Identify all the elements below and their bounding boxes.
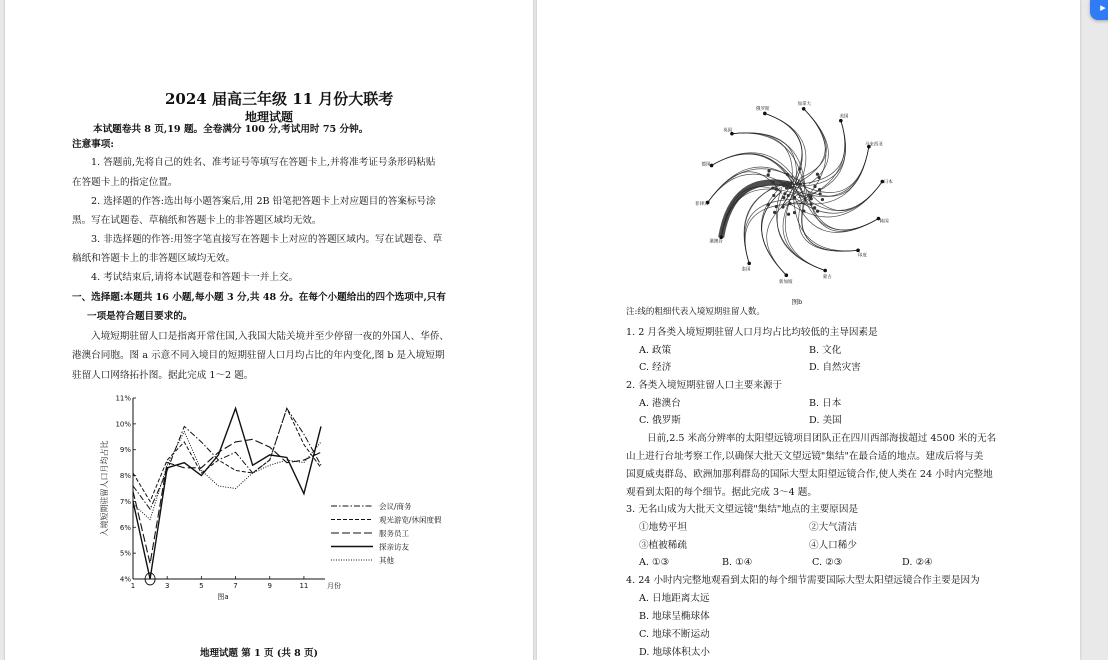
passage2-line: 观看到太阳的每个细节。据此完成 3～4 题。 [626, 487, 817, 498]
x-tick-label: 7 [233, 582, 238, 590]
network-node [775, 205, 778, 208]
note-line: 1. 答题前,先将自己的姓名、准考证号等填写在答题卡上,并将准考证号条形码粘贴 [91, 157, 436, 168]
series-line-1 [133, 408, 321, 509]
y-tick-label: 11% [115, 394, 131, 403]
q3-item-3: ③植被稀疏 [639, 540, 687, 551]
network-node [788, 202, 791, 205]
note-line: 2. 选择题的作答:选出每小题答案后,用 2B 铅笔把答题卡上对应题目的答案标号涂 [91, 196, 436, 207]
legend-label: 服务员工 [379, 529, 409, 538]
network-node-label: 俄罗斯 [756, 106, 770, 112]
network-node [783, 192, 786, 195]
y-tick-label: 6% [119, 523, 131, 532]
network-node [818, 176, 821, 179]
network-node-label: 新加坡 [778, 280, 793, 286]
q2-option-b: B. 日本 [809, 398, 842, 409]
passage2-line: 国夏威夷群岛、欧洲加那利群岛的国际大型太阳望远镜合作,使人类在 24 小时内完整地 [626, 469, 993, 480]
passage2-line: 日前,2.5 米高分辨率的太阳望远镜项目团队正在四川西部海拔超过 4500 米的无名 [647, 433, 997, 444]
network-node [813, 206, 816, 209]
network-node [816, 210, 819, 213]
network-node-label: 日本 [883, 179, 893, 185]
network-node [793, 196, 796, 199]
passage2-line: 山上进行台址考察工作,以确保大批天文望远镜"集结"在最合适的地点。建成后将与美 [626, 451, 984, 462]
y-tick-label: 10% [115, 420, 131, 429]
network-node [786, 173, 789, 176]
legend-label: 探亲访友 [379, 542, 409, 552]
network-node [816, 173, 819, 176]
question-4-stem: 4. 24 小时内完整地观看到太阳的每个细节需要国际大型太阳望远镜合作主要是因为 [626, 575, 980, 586]
x-axis-label: 月份 [327, 582, 341, 590]
network-node [798, 167, 801, 170]
q1-option-c: C. 经济 [639, 362, 672, 373]
network-node-label: 英国 [723, 128, 733, 134]
q3-option-b: B. ①④ [722, 557, 753, 568]
figure-caption: 图a [217, 593, 229, 601]
network-node [810, 197, 813, 200]
network-node [771, 186, 774, 189]
note-line: 黑。写在试题卷、草稿纸和答题卡上的非答题区域均无效。 [72, 215, 322, 226]
figure-note: 注:线的粗细代表入境短期驻留人数。 [626, 307, 765, 317]
network-node-label: 美国 [839, 114, 849, 120]
network-node [793, 211, 796, 214]
passage-line: 驻留人口网络拓扑图。据此完成 1～2 题。 [72, 370, 254, 381]
network-node [782, 196, 785, 199]
q2-option-a: A. 港澳台 [639, 398, 681, 409]
network-node-label: 菲律宾 [694, 202, 709, 208]
network-node [767, 203, 770, 206]
x-tick-label: 1 [130, 582, 136, 590]
q4-option-d: D. 地球体积太小 [639, 647, 711, 658]
network-node [787, 194, 790, 197]
network-node [823, 269, 827, 273]
q1-option-d: D. 自然灾害 [809, 362, 861, 373]
subject-title: 地理试题 [245, 110, 294, 124]
q1-option-a: A. 政策 [639, 345, 672, 356]
network-node [719, 236, 723, 240]
network-node [856, 249, 860, 253]
x-tick-label: 9 [267, 582, 272, 590]
note-line: 4. 考试结束后,请将本试题卷和答题卡一并上交。 [91, 272, 299, 283]
question-3-stem: 3. 无名山成为大批天文望远镜"集结"地点的主要原因是 [626, 504, 859, 515]
page-footer: 地理试题 第 1 页 (共 8 页) [200, 648, 319, 659]
question-2-stem: 2. 各类入境短期驻留人口主要来源于 [626, 380, 783, 391]
y-axis-label: 入境短期驻留人口月均占比 [100, 440, 109, 537]
notes-heading: 注意事项: [72, 139, 114, 150]
network-node [773, 211, 776, 214]
y-tick-label: 4% [119, 575, 131, 584]
network-node [767, 169, 770, 172]
network-node [821, 198, 824, 201]
network-node [789, 182, 792, 185]
series-line-4 [133, 408, 321, 579]
q3-item-1: ①地势平坦 [639, 522, 687, 533]
note-line: 稿纸和答题卡上的非答题区域均无效。 [72, 253, 236, 264]
exam-title: 2024 届高三年级 11 月份大联考 [165, 90, 394, 108]
network-node [802, 107, 806, 111]
network-node [818, 188, 821, 191]
x-tick-label: 3 [164, 582, 170, 590]
q2-option-c: C. 俄罗斯 [639, 415, 681, 426]
network-node [795, 182, 798, 185]
q3-option-a: A. ①③ [639, 557, 670, 568]
network-node [786, 182, 789, 185]
network-node [774, 188, 777, 191]
floating-action-button[interactable]: ▸ [1090, 0, 1108, 20]
network-link [712, 153, 801, 199]
network-node [813, 185, 816, 188]
network-node-label: 泰国 [741, 267, 751, 273]
network-node [809, 203, 812, 206]
network-link [744, 181, 789, 263]
y-tick-label: 9% [119, 446, 131, 455]
document-page-2 [537, 0, 1080, 660]
network-node [785, 187, 788, 190]
q3-option-c: C. ②③ [812, 557, 843, 568]
passage-line: 港澳台同胞。图 a 示意不同入境目的短期驻留人口月均占比的年内变化,图 b 是入境短期 [72, 350, 445, 361]
q2-option-d: D. 美国 [809, 415, 842, 426]
network-link [761, 187, 786, 275]
exam-info: 本试题卷共 8 页,19 题。全卷满分 100 分,考试用时 75 分钟。 [93, 124, 369, 135]
y-tick-label: 5% [119, 549, 131, 558]
network-node-label: 加拿大 [797, 101, 812, 107]
network-link [804, 109, 829, 184]
note-line: 3. 非选择题的作答:用签字笔直接写在答题卡上对应的答题区域内。写在试题卷、草 [91, 234, 443, 245]
document-page-1 [5, 0, 533, 660]
network-topology-fig-b [687, 92, 927, 312]
network-node [790, 185, 793, 188]
network-node-label: 蒙古 [822, 275, 832, 281]
legend-label: 观光游览/休闲度假 [379, 515, 442, 525]
network-node-label: 韩国 [879, 219, 889, 225]
network-node [781, 205, 784, 208]
network-node [783, 183, 786, 186]
network-node [767, 173, 770, 176]
series-line-2 [133, 408, 321, 501]
x-tick-label: 5 [199, 582, 204, 590]
network-node [785, 273, 789, 277]
q3-option-d: D. ②④ [902, 557, 933, 568]
network-node-label: 德国 [701, 162, 711, 168]
network-link [797, 147, 869, 197]
network-node [772, 181, 775, 184]
passage-line: 入境短期驻留人口是指离开常住国,入我国大陆关境并至少停留一夜的外国人、华侨、 [91, 331, 450, 342]
series-line-3 [133, 439, 321, 563]
y-tick-label: 7% [119, 497, 131, 506]
section-heading: 一、选择题:本题共 16 小题,每小题 3 分,共 48 分。在每个小题给出的四个选项中,只有 [72, 292, 446, 303]
network-node-label: 马来西亚 [864, 142, 883, 148]
line-chart-fig-a [91, 388, 471, 606]
legend-label: 会议/商务 [379, 502, 412, 511]
y-tick-label: 8% [119, 472, 131, 481]
network-node [802, 209, 805, 212]
network-node [819, 192, 822, 195]
network-link [762, 191, 787, 275]
network-node-label: 印度 [857, 253, 867, 259]
figure-caption: 图b [791, 298, 803, 306]
q3-item-4: ④人口稀少 [809, 540, 857, 551]
q4-option-a: A. 日地距离太远 [639, 593, 710, 604]
q4-option-b: B. 地球呈椭球体 [639, 611, 710, 622]
q1-option-b: B. 文化 [809, 345, 842, 356]
network-node [799, 183, 802, 186]
question-1-stem: 1. 2 月各类入境短期驻留人口月均占比均较低的主导因素是 [626, 327, 878, 338]
q4-option-c: C. 地球不断运动 [639, 629, 710, 640]
note-line: 在答题卡上的指定位置。 [72, 177, 178, 188]
q3-item-2: ②大气清洁 [809, 522, 857, 533]
network-node [772, 194, 775, 197]
network-link [745, 199, 796, 263]
legend-label: 其他 [379, 556, 394, 565]
section-heading-cont: 一项是符合题目要求的。 [87, 311, 193, 322]
network-node [787, 213, 790, 216]
network-node [763, 112, 767, 116]
network-node-label: 港澳台 [709, 239, 723, 245]
network-node [747, 262, 751, 266]
x-tick-label: 11 [299, 582, 309, 590]
